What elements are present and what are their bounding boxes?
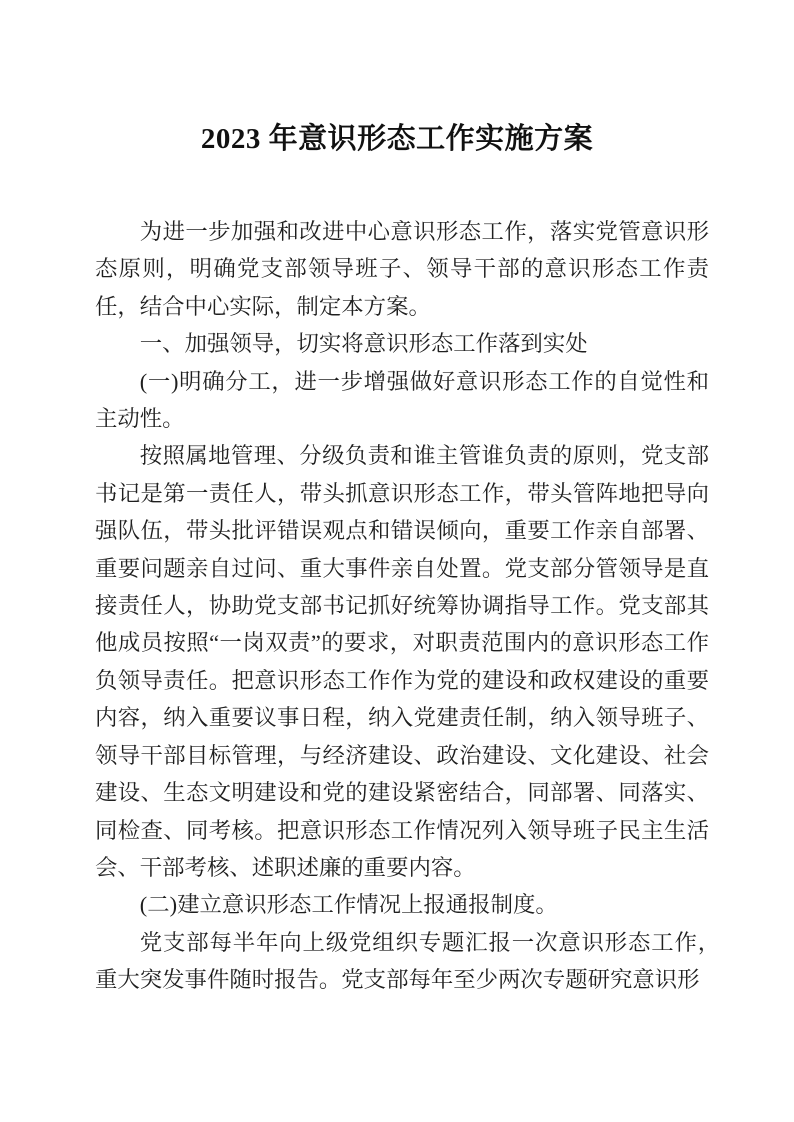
document-body	[95, 213, 732, 999]
paragraph-section-heading-1: 一、加强领导，切实将意识形态工作落到实处	[139, 331, 588, 357]
paragraph-body-reporting: 党支部每半年向上级党组织专题汇报一次意识形态工作， 重大突发事件随时报告。党支部每年至少两次专题研究意识形	[95, 929, 732, 993]
paragraph-intro: 为进一步加强和改进中心意识形态工作，落实党管意识形态原则，明确党支部领导班子、领导干部的意识形态工作责任，结合中心实际，制定本方案。	[95, 219, 709, 319]
document-title: 2023 年意识形态工作实施方案	[200, 123, 594, 155]
paragraph-subheading-1-2: (二)建立意识形态工作情况上报通报制度。	[139, 892, 558, 918]
paragraph-body-responsibilities: 按照属地管理、分级负责和谁主管谁负责的原则，党支部书记是第一责任人，带头抓意识形态工作，带头管阵地把导向强队伍，带头批评错误观点和错误倾向，重要工作亲自部署、重要问题亲自过问、重大事件亲自处置。党支部分管领导是直接责任人，协助党支部书记抓好统筹协调指导工作。党支部其他成员按照“一岗双责”的要求，对职责范围内的意识形态工作负领导责任。把意识形态工作作为党的建设和政权建设的重要内容，纳入重要议事日程，纳入党建责任制，纳入领导班子、领导干部目标管理，与经济建设、政治建设、文化建设、社会建设、生态文明建设和党的建设紧密结合，同部署、同落实、同检查、同考核。把意识形态工作情况列入领导班子民主生活会、干部考核、述职述廉的重要内容。	[95, 443, 709, 880]
paragraph-subheading-1-1: (一)明确分工，进一步增强做好意识形态工作的自觉性和主动性。	[95, 368, 709, 432]
